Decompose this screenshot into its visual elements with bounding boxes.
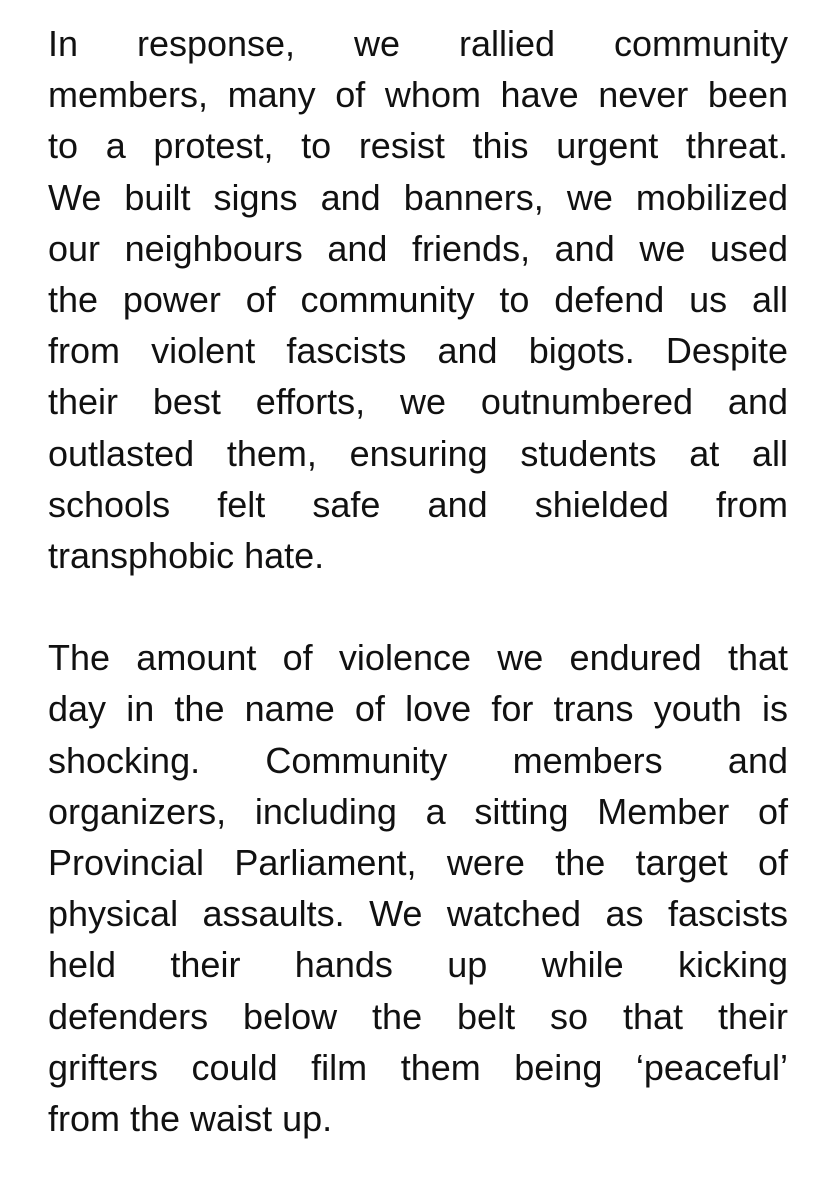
text-line: the power of community to defend us all <box>48 278 788 320</box>
text-line: We built signs and banners, we mobilized <box>48 176 788 218</box>
text-line: grifters could film them being ‘peaceful’ <box>48 1046 788 1088</box>
text-line: held their hands up while kicking <box>48 944 788 986</box>
text-line: day in the name of love for trans youth is <box>48 688 788 730</box>
paragraph-2 <box>48 632 788 1144</box>
text-line: organizers, including a sitting Member of <box>48 790 788 832</box>
paragraph-1 <box>48 18 788 581</box>
text-line: In response, we rallied community <box>48 23 788 64</box>
text-line: defenders below the belt so that their <box>48 995 788 1037</box>
text-line: from violent fascists and bigots. Despite <box>48 330 788 372</box>
text-line: members, many of whom have never been <box>48 74 788 116</box>
text-line: their best efforts, we outnumbered and <box>48 381 788 423</box>
text-line: outlasted them, ensuring students at all <box>48 432 788 474</box>
text-line: Provincial Parliament, were the target of <box>48 842 788 883</box>
text-line: The amount of violence we endured that <box>48 637 788 679</box>
text-line: transphobic hate. <box>48 534 325 576</box>
text-line: schools felt safe and shielded from <box>48 483 788 525</box>
document-page <box>48 18 788 1144</box>
text-line: to a protest, to resist this urgent threat. <box>48 125 788 167</box>
text-line: physical assaults. We watched as fascists <box>48 893 788 935</box>
paragraph-gap <box>48 581 788 632</box>
text-line: from the waist up. <box>48 1097 333 1139</box>
text-line: our neighbours and friends, and we used <box>48 227 788 269</box>
text-line: shocking. Community members and <box>48 739 788 781</box>
